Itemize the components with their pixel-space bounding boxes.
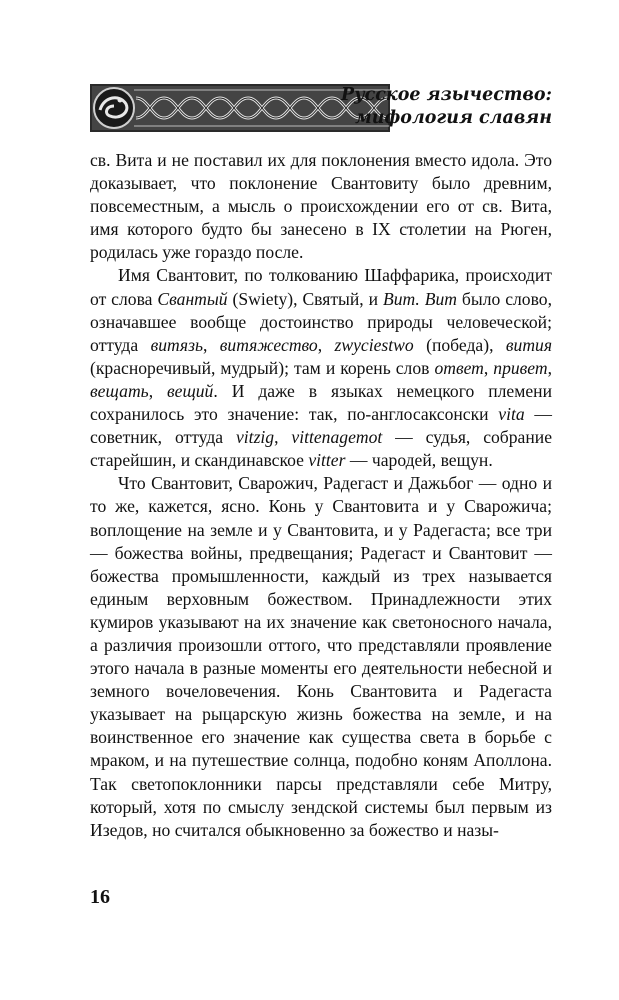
italic-term: Вит. Вит [382, 288, 457, 309]
italic-term: vita [498, 404, 525, 425]
page-number: 16 [90, 886, 110, 908]
text-run: — советник, оттуда [90, 404, 552, 448]
italic-term: Свантый [157, 288, 228, 309]
text-run: св. Вита и не поставил их для поклонения вместо идола. Это доказывает, что поклонение Свантовиту было древним, повсеместным, а мысль о происхождении его от св. Вита, имя которого будто бы занесено в IX столетии на Рюген, родилась уже гораздо после. [90, 150, 552, 263]
text-run: , [483, 357, 494, 378]
text-run: , [274, 427, 292, 448]
paragraph [90, 264, 552, 472]
text-run: — чародей, вещун. [345, 450, 493, 471]
italic-term: zwyciestwo [334, 334, 414, 355]
text-run: , [148, 380, 168, 401]
text-run: , [317, 334, 335, 355]
header-title-line-2: мифология славян [355, 108, 552, 128]
text-run: , [202, 334, 220, 355]
italic-term: витяжество [219, 334, 318, 355]
italic-term: ответ [434, 357, 484, 378]
italic-term: vittenagemot [291, 427, 383, 448]
italic-term: витязь [150, 334, 203, 355]
text-run: Что Свантовит, Сварожич, Радегаст и Дажьбог — одно и то же, кажется, ясно. Конь у Свантовита и у Сварожича; воплощение на земле и у Свантовита, и у Радегаста; все три — божества войны, предвещания; Радегаст и Свантовит — божества промышленности, каждый из трех называется единым верховным божеством. Принадлежности этих кумиров указывают на их значение как светоносного начала, а различия произошли оттого, что представляли проявление этого начала в разные моменты его деятельности небесной и земного вочеловечения. Конь Свантовита и Радегаста указывает на рыцарскую жизнь божества на земле, и на воинственное его значение как существа света в борьбе с мраком, и на путешествие солнца, подобно коням Аполлона. Так светопоклонники парсы представляли себе Митру, который, хотя по смыслу зендской системы был первым из Изедов, но считался обыкновенно за божество и назы- [90, 473, 552, 840]
italic-term: vitter [308, 450, 346, 471]
italic-term: vitzig [235, 427, 275, 448]
italic-term: вития [505, 334, 553, 355]
running-header-title [341, 84, 552, 130]
header-title-line-1: Русское язычество: [340, 85, 552, 105]
text-run: (победа), [413, 334, 506, 355]
body-text [90, 149, 552, 842]
text-run: . И даже в языках немецкого племени сохранилось это значение: так, по-англосаксонски [90, 380, 553, 425]
paragraph [90, 472, 552, 842]
text-run: было слово, означавшее вообще достоинство природы человеческой; оттуда [90, 288, 552, 355]
text-run: (красноречивый, мудрый); там и корень слов [90, 357, 435, 378]
running-header [90, 80, 552, 140]
italic-term: вещий [167, 380, 214, 401]
paragraph [90, 149, 552, 264]
italic-term: вещать [90, 380, 149, 401]
italic-term: привет [493, 357, 548, 378]
text-run: (Swiety), Святый, и [227, 288, 383, 309]
text-run: , [547, 357, 552, 378]
text-run: Имя Свантовит, по толкованию Шаффарика, происходит от слова [90, 265, 552, 309]
text-run: — судья, собрание старейшин, и скандинавское [90, 427, 553, 471]
